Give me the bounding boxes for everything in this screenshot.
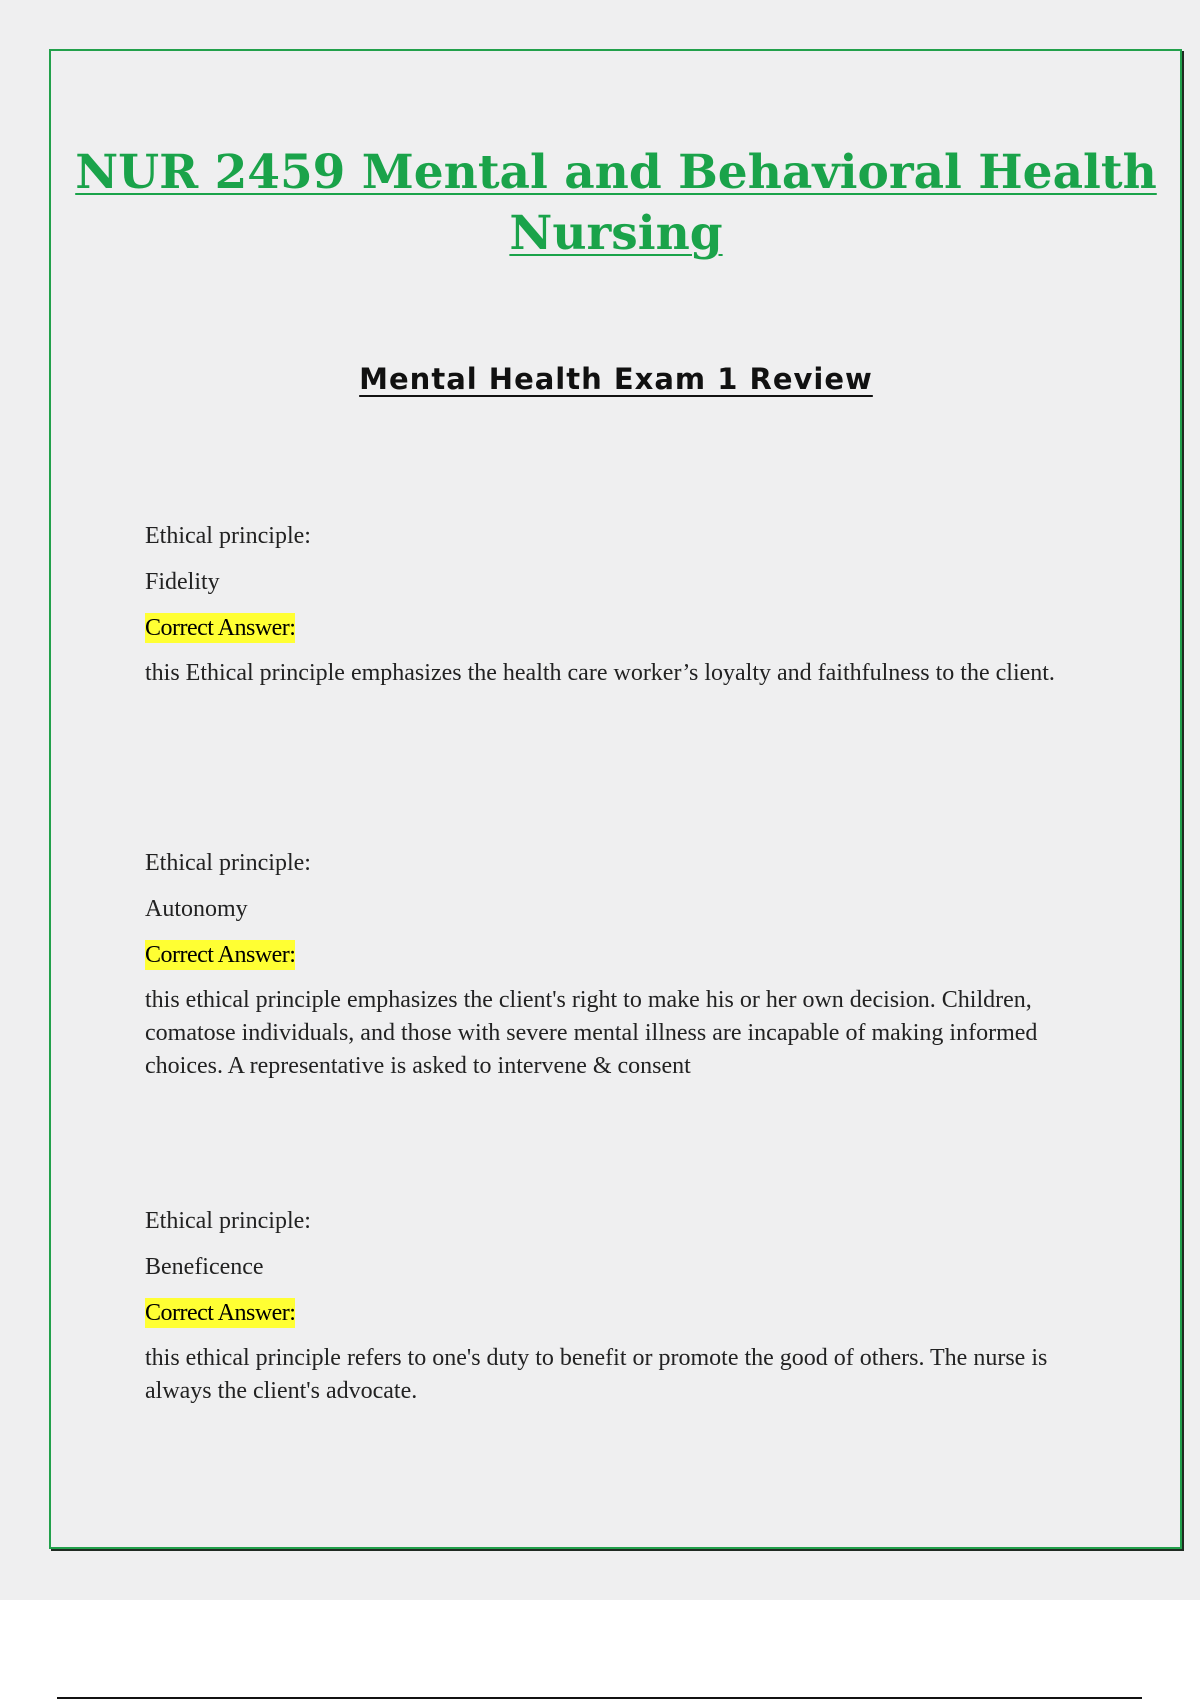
correct-answer-label: Correct Answer:	[145, 942, 296, 968]
question-prompt: Ethical principle:	[145, 1208, 311, 1234]
question-term: Autonomy	[145, 896, 248, 922]
question-term: Beneficence	[145, 1254, 264, 1280]
question-block	[145, 1206, 1085, 1408]
answer-text: this Ethical principle emphasizes the health care worker’s loyalty and faithfulness to the client.	[145, 660, 1055, 686]
document-subtitle	[60, 362, 1172, 396]
correct-answer-label: Correct Answer:	[145, 1300, 296, 1326]
answer-text: this ethical principle emphasizes the client's right to make his or her own decision. Children, comatose individuals, and those with severe mental illness are incapable of making informed choices. A representative is asked to intervene & consent	[145, 987, 1038, 1079]
document-title-text: NUR 2459 Mental and Behavioral Health Nursing	[75, 145, 1157, 261]
answer-text: this ethical principle refers to one's duty to benefit or promote the good of others. The nurse is always the client's advocate.	[145, 1345, 1048, 1404]
document-title	[60, 142, 1172, 264]
document-subtitle-text: Mental Health Exam 1 Review	[359, 362, 873, 396]
correct-answer-label: Correct Answer:	[145, 615, 296, 641]
question-prompt: Ethical principle:	[145, 523, 311, 549]
question-block	[145, 521, 1085, 690]
question-prompt: Ethical principle:	[145, 850, 311, 876]
question-block	[145, 848, 1085, 1083]
footer-divider	[57, 1697, 1142, 1699]
question-term: Fidelity	[145, 569, 220, 595]
